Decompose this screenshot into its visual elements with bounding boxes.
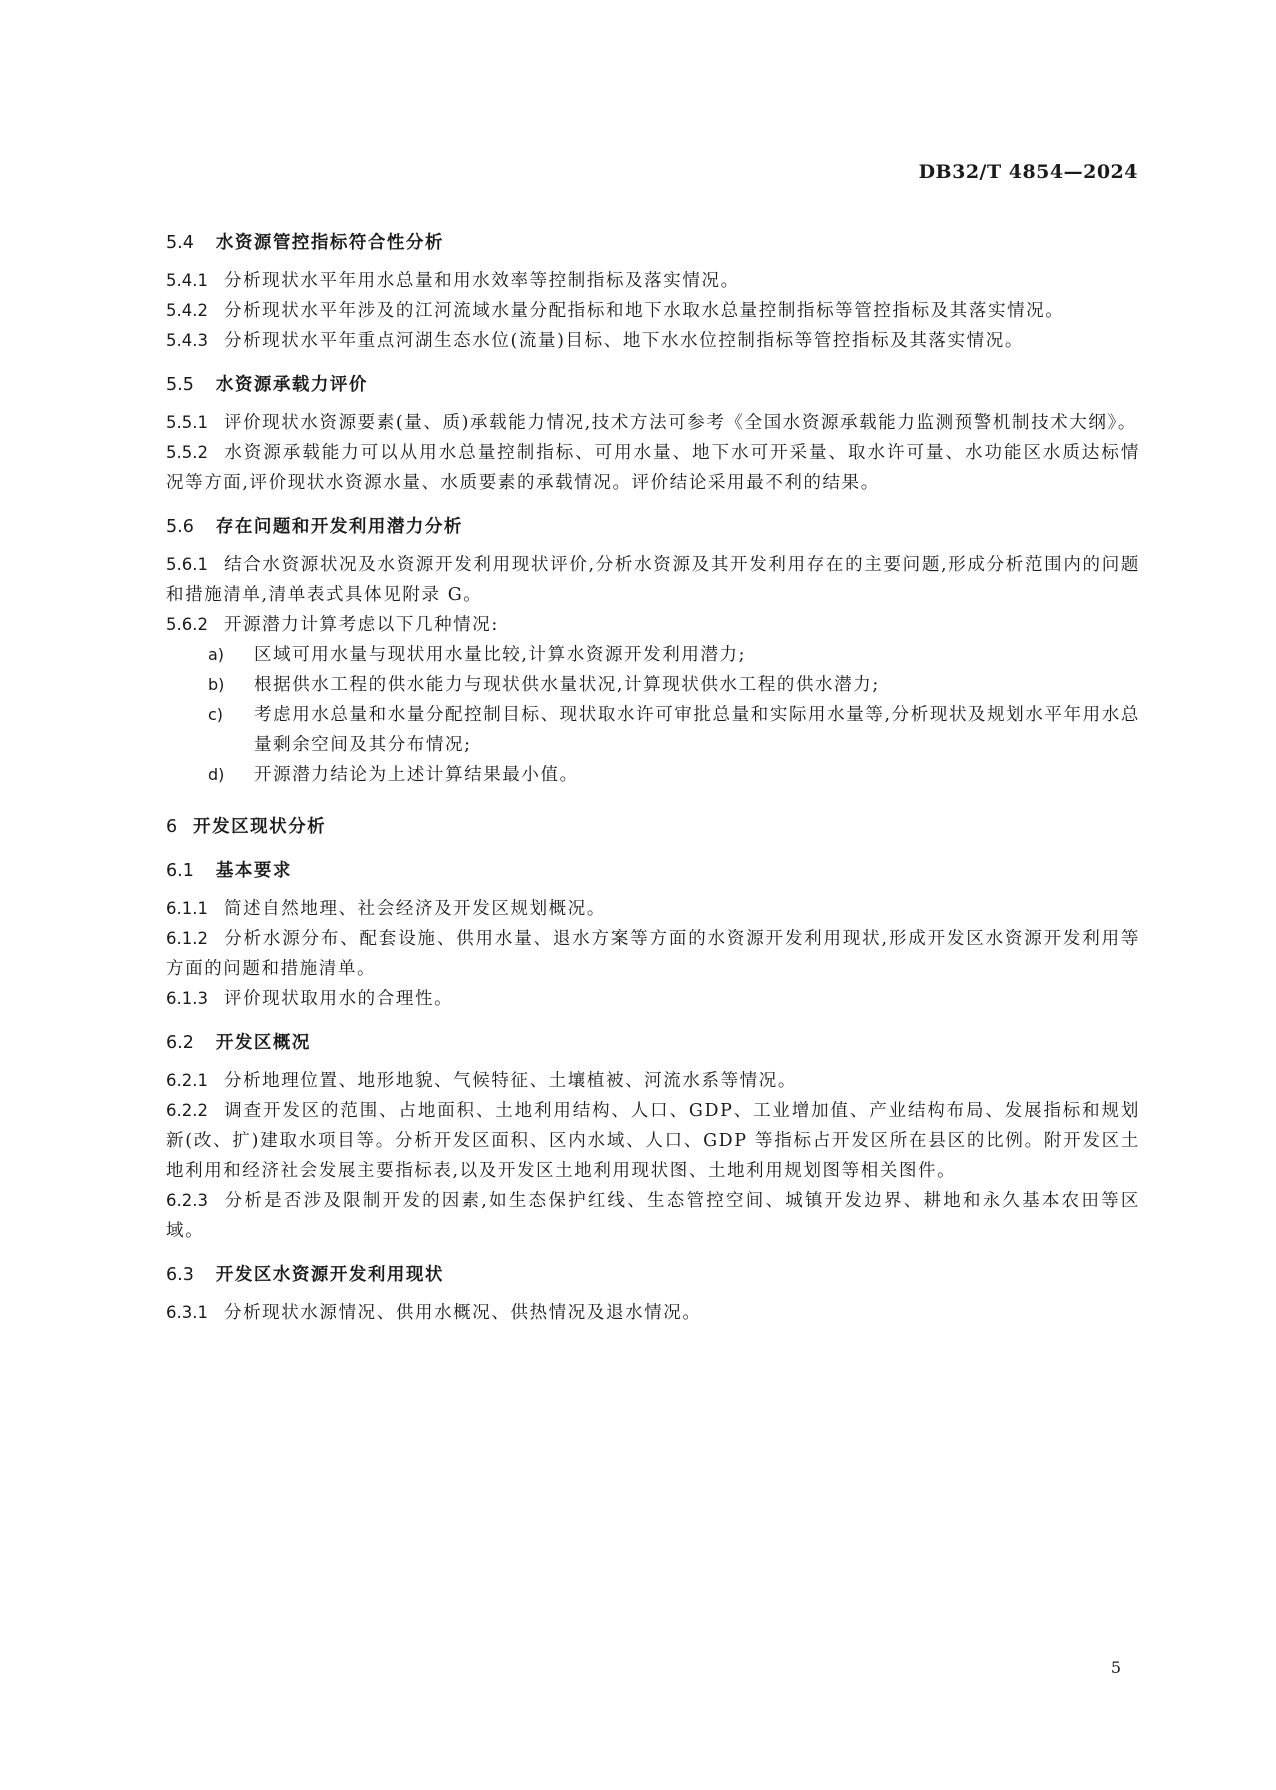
clause-number: 5.6.1	[166, 555, 208, 574]
section-heading-6-1	[166, 856, 1140, 886]
clause-number: 5.6.2	[166, 615, 208, 634]
section-title: 基本要求	[215, 861, 292, 881]
clause-text: 分析水源分布、配套设施、供用水量、退水方案等方面的水资源开发利用现状,形成开发区水资源开发利用等方面的问题和措施清单。	[166, 929, 1140, 979]
clause-6-2-3	[166, 1186, 1140, 1246]
clause-5-5-2	[166, 438, 1140, 498]
section-number: 5.5	[166, 375, 194, 395]
chapter-title: 开发区现状分析	[193, 817, 327, 837]
section-title: 开发区水资源开发利用现状	[215, 1265, 444, 1285]
list-item	[166, 760, 1140, 790]
clause-number: 5.5.1	[166, 413, 208, 432]
list-item-text: 开源潜力结论为上述计算结果最小值。	[254, 765, 579, 785]
list-item	[166, 670, 1140, 700]
clause-5-4-2	[166, 296, 1140, 326]
clause-text: 水资源承载能力可以从用水总量控制指标、可用水量、地下水可开采量、取水许可量、水功能区水质达标情况等方面,评价现状水资源水量、水质要素的承载情况。评价结论采用最不利的结果。	[166, 443, 1140, 493]
section-title: 水资源承载力评价	[215, 375, 368, 395]
chapter-number: 6	[166, 817, 178, 837]
clause-text: 分析现状水平年涉及的江河流域水量分配指标和地下水取水总量控制指标等管控指标及其落实情况。	[223, 301, 1065, 321]
section-title: 存在问题和开发利用潜力分析	[215, 517, 463, 537]
clause-number: 5.4.1	[166, 271, 208, 290]
list-item-text: 区域可用水量与现状用水量比较,计算水资源开发利用潜力;	[254, 645, 747, 665]
clause-number: 6.2.3	[166, 1191, 208, 1210]
clause-5-5-1	[166, 408, 1140, 438]
list-marker: c)	[208, 705, 224, 724]
clause-6-2-2	[166, 1096, 1140, 1186]
clause-text: 分析现状水源情况、供用水概况、供热情况及退水情况。	[223, 1303, 702, 1323]
clause-5-6-2	[166, 610, 1140, 640]
clause-number: 6.2.1	[166, 1071, 208, 1090]
section-title: 水资源管控指标符合性分析	[215, 233, 444, 253]
clause-6-3-1	[166, 1298, 1140, 1328]
clause-number: 5.5.2	[166, 443, 208, 462]
clause-text: 结合水资源状况及水资源开发利用现状评价,分析水资源及其开发利用存在的主要问题,形成分析范围内的问题和措施清单,清单表式具体见附录 G。	[166, 555, 1140, 605]
page-body	[166, 228, 1140, 1328]
clause-text: 分析现状水平年用水总量和用水效率等控制指标及落实情况。	[223, 271, 740, 291]
section-number: 5.4	[166, 233, 194, 253]
clause-text: 分析现状水平年重点河湖生态水位(流量)目标、地下水水位控制指标等管控指标及其落实情况。	[223, 331, 1024, 351]
clause-number: 5.4.3	[166, 331, 208, 350]
section-heading-5-5	[166, 370, 1140, 400]
clause-5-6-1	[166, 550, 1140, 610]
page-number: 5	[1110, 1658, 1121, 1677]
clause-number: 6.1.3	[166, 989, 208, 1008]
section-number: 6.2	[166, 1033, 194, 1053]
clause-text: 调查开发区的范围、占地面积、土地利用结构、人口、GDP、工业增加值、产业结构布局、发展指标和规划新(改、扩)建取水项目等。分析开发区面积、区内水域、人口、GDP 等指标占开发区所在县区的比例。附开发区土地利用和经济社会发展主要指标表,以及开发区土地利用现状图、土地利用规划图等相关图件。	[166, 1101, 1140, 1181]
clause-number: 6.1.2	[166, 929, 208, 948]
clause-5-4-1	[166, 266, 1140, 296]
clause-text: 评价现状水资源要素(量、质)承载能力情况,技术方法可参考《全国水资源承载能力监测预警机制技术大纲》。	[223, 413, 1137, 433]
list-marker: d)	[208, 765, 225, 784]
clause-5-4-3	[166, 326, 1140, 356]
chapter-heading-6	[166, 812, 1140, 842]
potential-list	[166, 640, 1140, 790]
clause-text: 分析是否涉及限制开发的因素,如生态保护红线、生态管控空间、城镇开发边界、耕地和永久基本农田等区域。	[166, 1191, 1140, 1241]
clause-6-1-3	[166, 984, 1140, 1014]
clause-text: 开源潜力计算考虑以下几种情况:	[223, 615, 499, 635]
document-code-header: DB32/T 4854—2024	[918, 161, 1138, 183]
clause-text: 评价现状取用水的合理性。	[223, 989, 454, 1009]
section-number: 5.6	[166, 517, 194, 537]
clause-number: 6.2.2	[166, 1101, 208, 1120]
list-item-text: 考虑用水总量和水量分配控制目标、现状取水许可审批总量和实际用水量等,分析现状及规划水平年用水总量剩余空间及其分布情况;	[254, 705, 1140, 755]
clause-6-1-2	[166, 924, 1140, 984]
clause-text: 分析地理位置、地形地貌、气候特征、土壤植被、河流水系等情况。	[223, 1071, 797, 1091]
clause-number: 5.4.2	[166, 301, 208, 320]
section-number: 6.1	[166, 861, 194, 881]
clause-6-2-1	[166, 1066, 1140, 1096]
list-item-text: 根据供水工程的供水能力与现状供水量状况,计算现状供水工程的供水潜力;	[254, 675, 880, 695]
section-heading-6-3	[166, 1260, 1140, 1290]
section-heading-6-2	[166, 1028, 1140, 1058]
list-marker: a)	[208, 645, 225, 664]
section-heading-5-6	[166, 512, 1140, 542]
clause-text: 简述自然地理、社会经济及开发区规划概况。	[223, 899, 606, 919]
list-item	[166, 640, 1140, 670]
clause-number: 6.1.1	[166, 899, 208, 918]
section-heading-5-4	[166, 228, 1140, 258]
section-title: 开发区概况	[215, 1033, 311, 1053]
section-number: 6.3	[166, 1265, 194, 1285]
clause-6-1-1	[166, 894, 1140, 924]
clause-number: 6.3.1	[166, 1303, 208, 1322]
list-marker: b)	[208, 675, 225, 694]
list-item	[166, 700, 1140, 760]
